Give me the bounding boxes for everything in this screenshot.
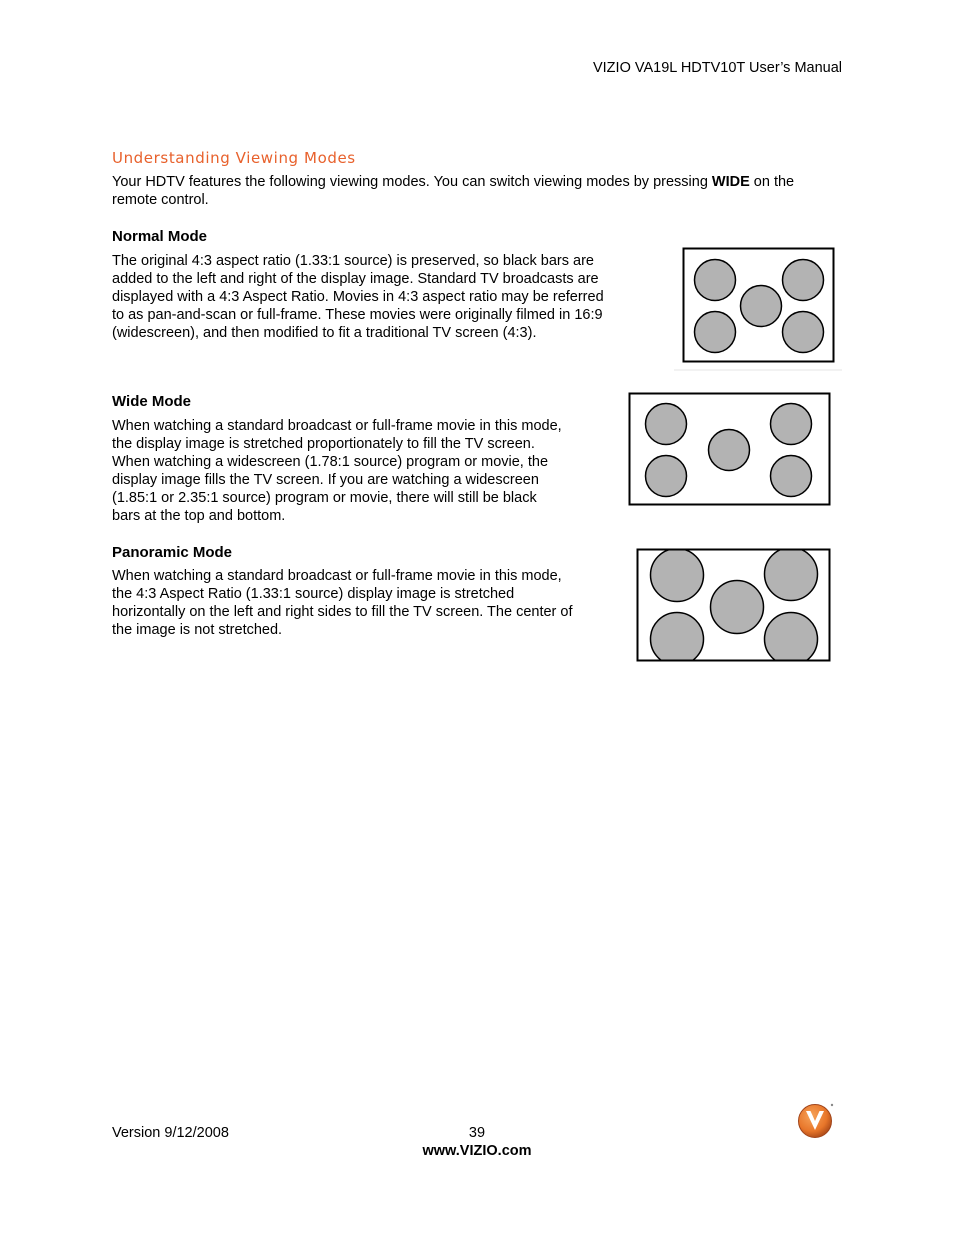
text-line: When watching a widescreen (1.78:1 source) program or movie, the bbox=[112, 454, 549, 470]
text-line: to as pan-and-scan or full-frame. These movies were originally filmed in 16:9 bbox=[112, 307, 603, 323]
manual-title: VIZIO VA19L HDTV10T User’s Manual bbox=[592, 60, 842, 76]
normal-mode-illustration bbox=[672, 244, 844, 372]
text-line: The original 4:3 aspect ratio (1.33:1 source) is preserved, so black bars are bbox=[112, 253, 594, 269]
wide-mode-description bbox=[112, 417, 612, 525]
wide-mode-illustration bbox=[626, 390, 834, 510]
page-number: 39 bbox=[468, 1125, 486, 1141]
panoramic-mode-illustration bbox=[634, 546, 832, 664]
text-line: the image is not stretched. bbox=[112, 622, 283, 638]
text-line: When watching a standard broadcast or full-frame movie in this mode, bbox=[112, 418, 562, 434]
document-version: Version 9/12/2008 bbox=[112, 1125, 229, 1141]
text-line: horizontally on the left and right sides to fill the TV screen. The center of bbox=[112, 604, 573, 620]
text-line: When watching a standard broadcast or full-frame movie in this mode, bbox=[112, 568, 562, 584]
intro-text-start: Your HDTV features the following viewing modes. You can switch viewing modes by pressing bbox=[112, 174, 712, 190]
wide-mode-title: Wide Mode bbox=[112, 393, 192, 410]
text-line: display image fills the TV screen. If you are watching a widescreen bbox=[112, 472, 539, 488]
text-line: the 4:3 Aspect Ratio (1.33:1 source) display image is stretched bbox=[112, 586, 515, 602]
normal-mode-description bbox=[112, 252, 652, 342]
panoramic-mode-title: Panoramic Mode bbox=[112, 544, 233, 561]
panoramic-mode-description bbox=[112, 567, 622, 639]
text-line: (1.85:1 or 2.35:1 source) program or movie, there will still be black bbox=[112, 490, 537, 506]
intro-text-end: on the remote control. bbox=[112, 174, 795, 208]
text-line: the display image is stretched proportionately to fill the TV screen. bbox=[112, 436, 535, 452]
normal-mode-title: Normal Mode bbox=[112, 228, 208, 245]
text-line: displayed with a 4:3 Aspect Ratio. Movies in 4:3 aspect ratio may be referred bbox=[112, 289, 604, 305]
website-link[interactable]: www.VIZIO.com bbox=[422, 1143, 532, 1159]
text-line: added to the left and right of the display image. Standard TV broadcasts are bbox=[112, 271, 599, 287]
vizio-logo-icon bbox=[796, 1101, 836, 1144]
wide-key-label: WIDE bbox=[711, 174, 750, 190]
section-heading: Understanding Viewing Modes bbox=[112, 149, 356, 167]
text-line: (widescreen), and then modified to fit a traditional TV screen (4:3). bbox=[112, 325, 537, 341]
intro-paragraph bbox=[112, 173, 837, 209]
text-line: bars at the top and bottom. bbox=[112, 508, 286, 524]
